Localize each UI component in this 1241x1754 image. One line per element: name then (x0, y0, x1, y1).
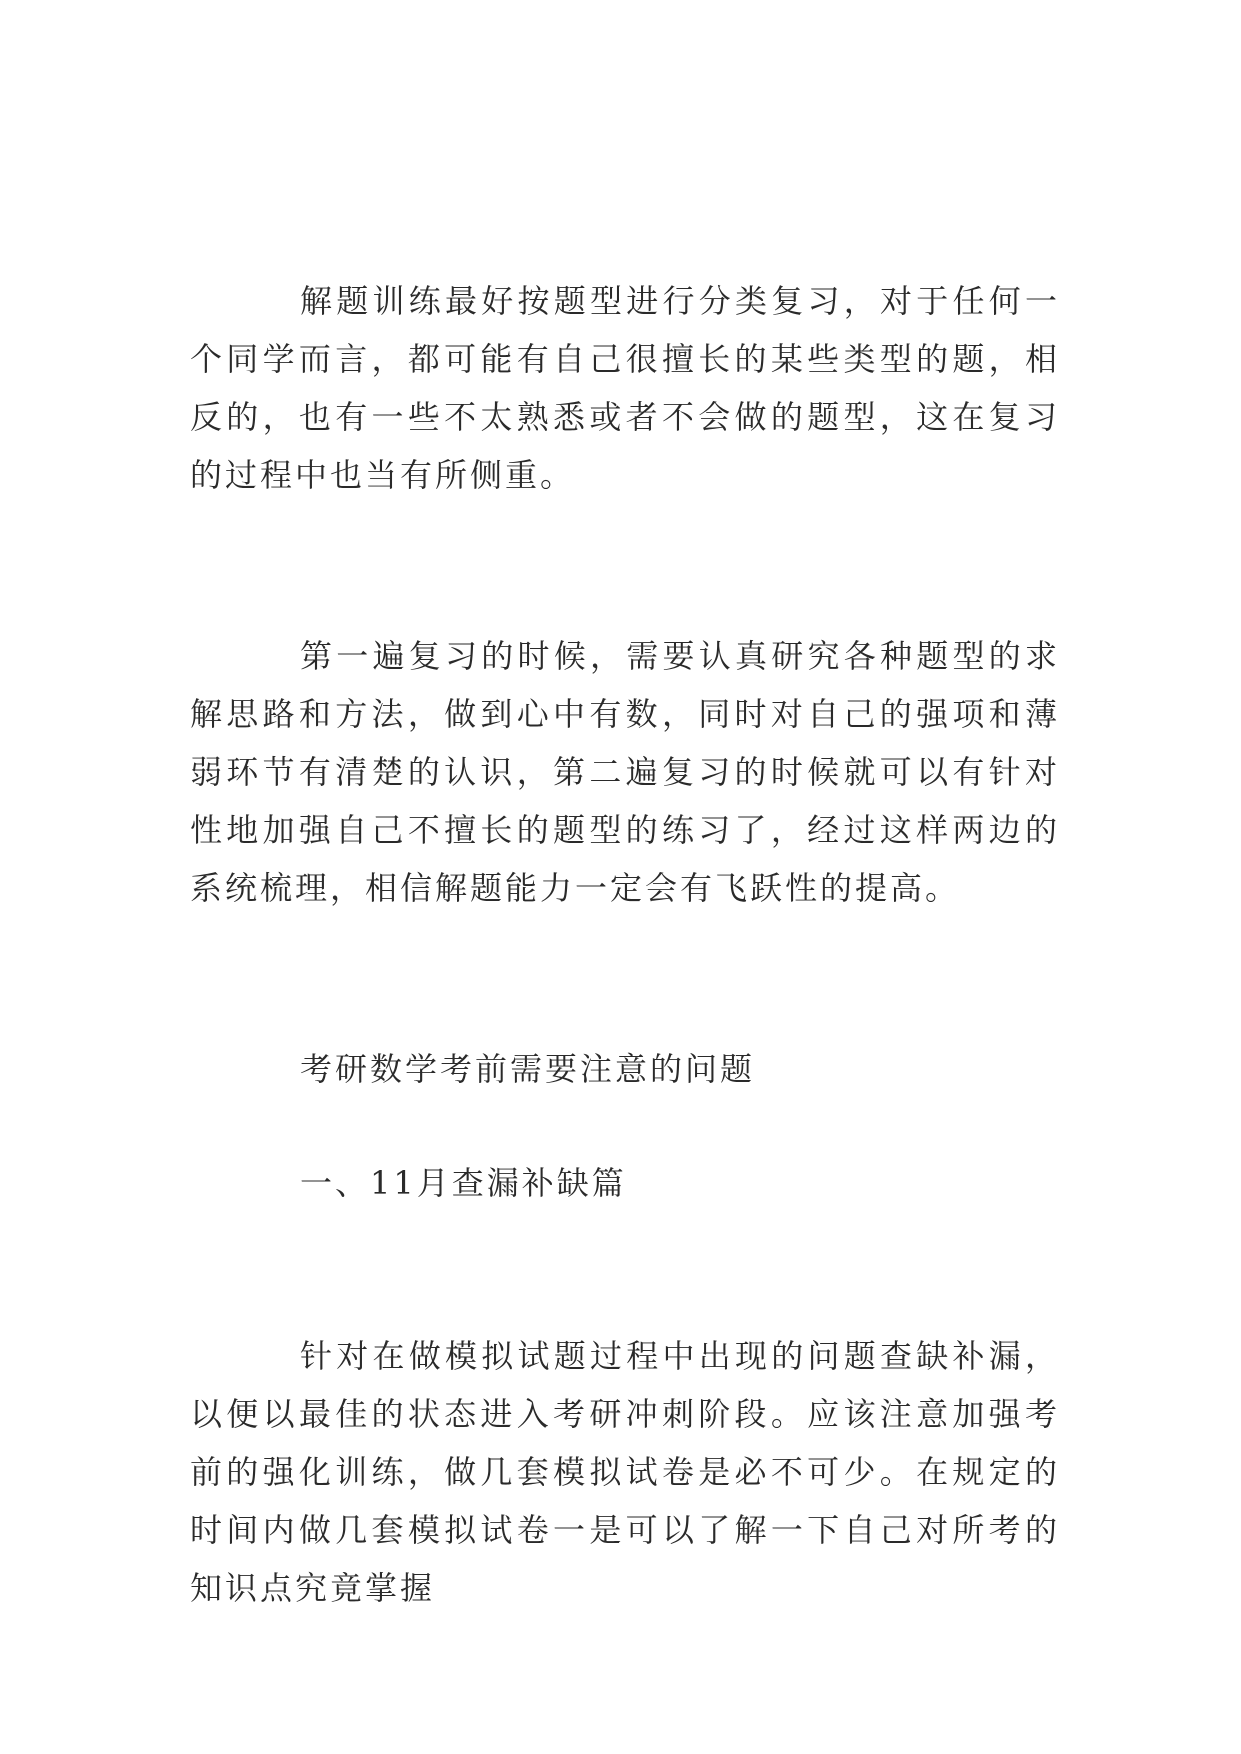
paragraph-problem-training: 解题训练最好按题型进行分类复习，对于任何一个同学而言，都可能有自己很擅长的某些类型的题，相反的，也有一些不太熟悉或者不会做的题型，这在复习的过程中也当有所侧重。 (190, 282, 1060, 494)
paragraph-mock-exams: 针对在做模拟试题过程中出现的问题查缺补漏，以便以最佳的状态进入考研冲刺阶段。应该注意加强考前的强化训练，做几套模拟试卷是必不可少。在规定的时间内做几套模拟试卷一是可以了解一下自己对所考的知识点究竟掌握 (190, 1337, 1060, 1607)
paragraph-review-rounds: 第一遍复习的时候，需要认真研究各种题型的求解思路和方法，做到心中有数，同时对自己的强项和薄弱环节有清楚的认识，第二遍复习的时候就可以有针对性地加强自己不擅长的题型的练习了，经过这样两边的系统梳理，相信解题能力一定会有飞跃性的提高。 (190, 637, 1060, 907)
section-title: 考研数学考前需要注意的问题 (300, 1050, 756, 1088)
subsection-title: 一、11月查漏补缺篇 (300, 1164, 627, 1202)
